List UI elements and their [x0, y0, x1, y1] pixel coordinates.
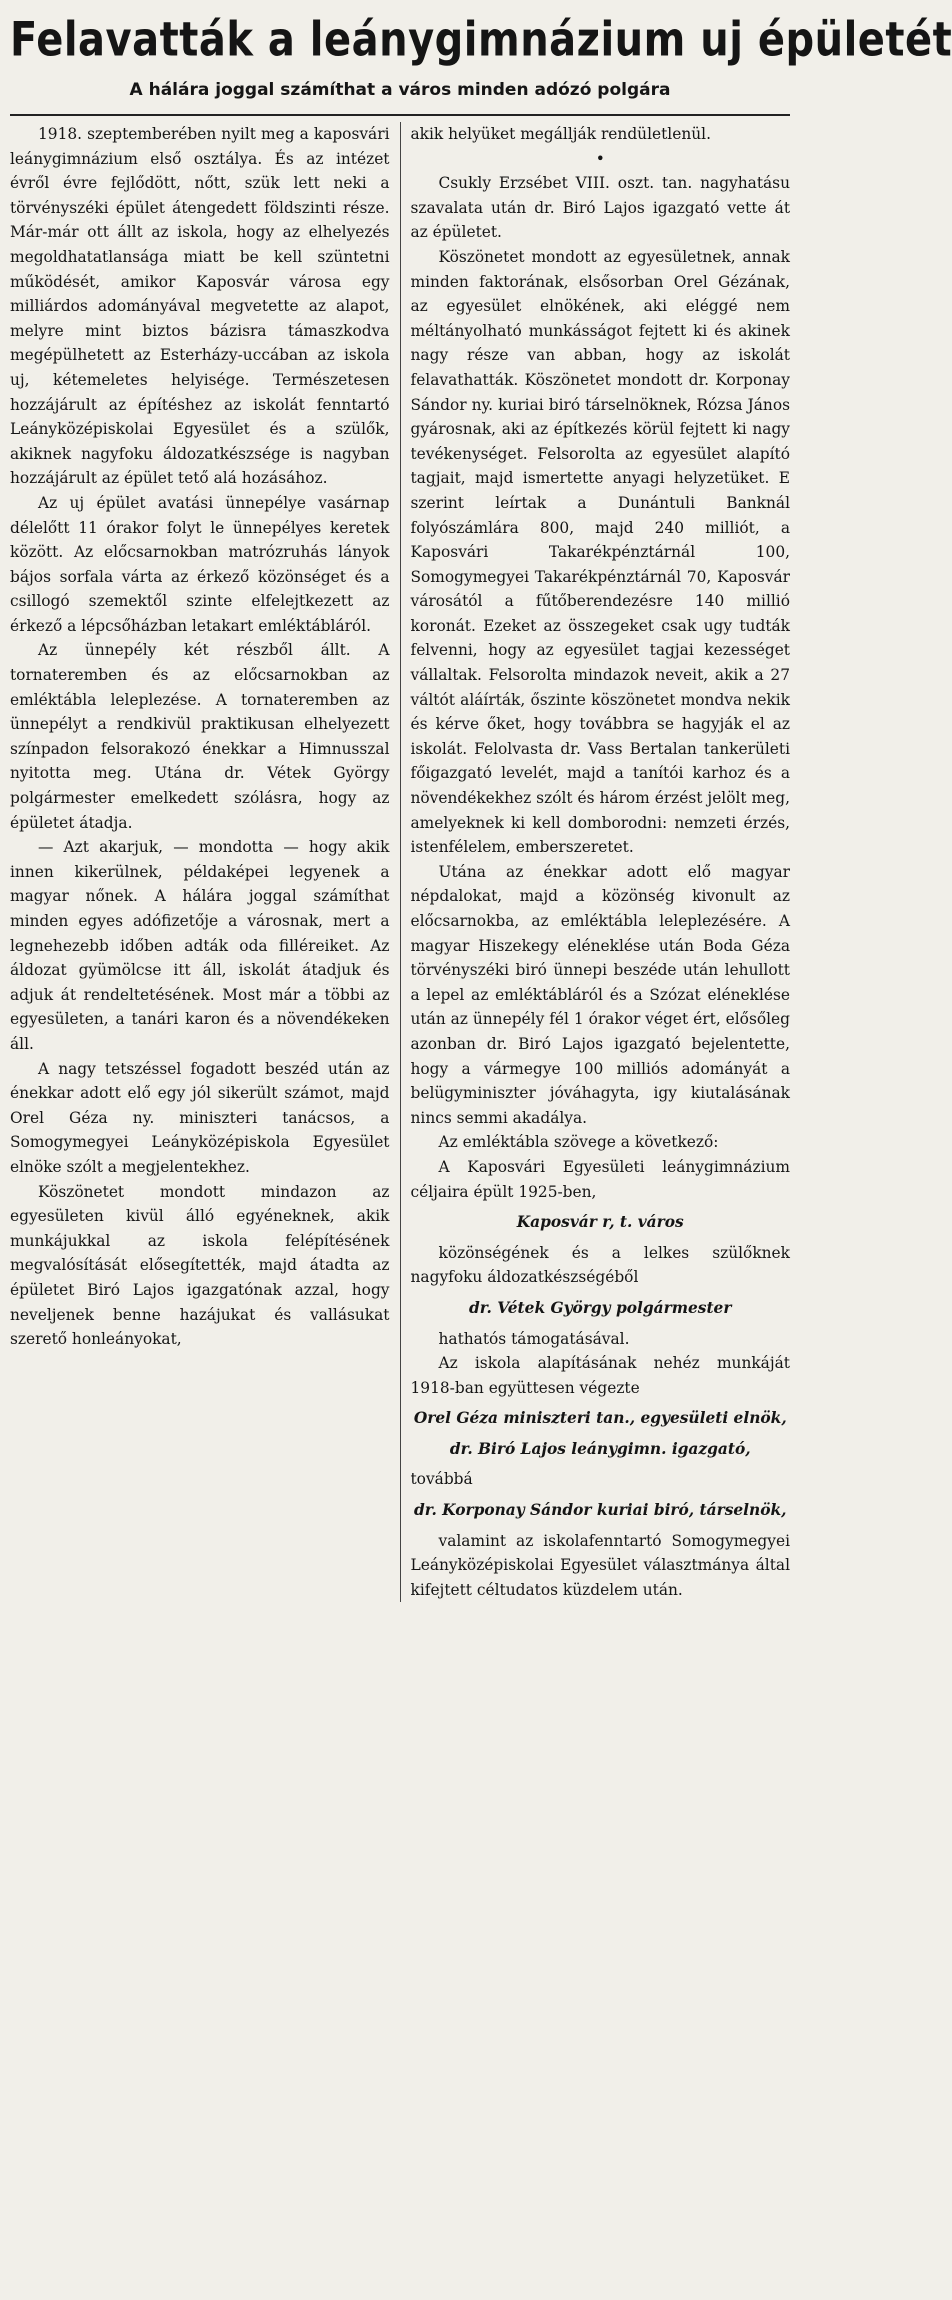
left-paragraph: Köszönetet mondott mindazon az egyesületen kivül álló egyéneknek, akik munkájukkal az iskola felépítésének megvalósítását elősegítették, majd átadta az épületet Biró Lajos igazgatónak azzal, hogy neveljenek benne hazájukat és vallásukat szerető honleányokat, [10, 1182, 390, 1349]
left-paragraph: 1918. szeptemberében nyilt meg a kaposvári leánygimnázium első osztálya. És az intézet évről évre fejlődött, nőtt, szük lett neki a törvényszéki épület átengedett földszinti része. Már-már ott állt az iskola, hogy az elhelyezés megoldhatatlansága miatt be kell szüntetni működését, amikor Kaposvár városa egy milliárdos adományával megvetette az alapot, melyre mint biztos bázisra támaszkodva megépülhetett az Esterházy-uccában az iskola uj, kétemeletes helyisége. Természetesen hozzájárult az építéshez az iskolát fenntartó Leányközépiskolai Egyesület és a szülők, akiknek nagyfoku áldozatkészsége is nagyban hozzájárult az épület tető alá hozásához. [10, 125, 390, 488]
right-paragraph: hathatós támogatásával. [438, 1329, 630, 1348]
left-column [10, 122, 401, 1602]
plaque-emphasis-line: Kaposvár r, t. város [516, 1213, 684, 1232]
left-paragraph: Az uj épület avatási ünnepélye vasárnap délelőtt 11 órakor folyt le ünnepélyes keretek között. Az előcsarnokban matrózruhás lányok bájos sorfala várta az érkező közönséget és a csillogó szemektől szinte elfelejtkezett az érkező a lépcsőházban letakart emléktábláról. [10, 493, 390, 635]
right-paragraph: Csukly Erzsébet VIII. oszt. tan. nagyhatásu szavalata után dr. Biró Lajos igazgató vette át az épületet. [410, 174, 790, 242]
right-paragraph: valamint az iskolafenntartó Somogymegyei Leányközépiskolai Egyesület választmánya által kifejtett céltudatos küzdelem után. [410, 1531, 790, 1599]
plaque-emphasis-line: dr. Korponay Sándor kuriai biró, társelnök, [413, 1501, 787, 1520]
right-paragraph: Utána az énekkar adott elő magyar népdalokat, majd a közönség kivonult az előcsarnokba, az emléktábla leleplezésére. A magyar Hiszekegy eléneklése után Boda Géza törvényszéki biró ünnepi beszéde után lehullott a lepel az emléktábláról és a Szózat eléneklése után az ünnepély fél 1 órakor véget ért, elősőleg azonban dr. Biró Lajos igazgató bejelentette, hogy a vármegye 100 milliós adományát a belügyminiszter jóváhagyta, igy kiutalásának nincs semmi akadálya. [410, 862, 790, 1127]
right-paragraph: közönségének és a lelkes szülőknek nagyfoku áldozatkészségéből [410, 1243, 790, 1287]
right-paragraph: Az emléktábla szövege a következő: [438, 1133, 719, 1152]
header-rule [10, 114, 790, 116]
right-paragraph: Az iskola alapításának nehéz munkáját 1918-ban együttesen végezte [410, 1354, 790, 1397]
left-paragraph: — Azt akarjuk, — mondotta — hogy akik innen kikerülnek, példaképei legyenek a magyar nőnek. A hálára joggal számíthat minden egyes adófizetője a városnak, mert a legnehezebb időben adták oda filléreiket. Az áldozat gyümölcse itt áll, iskolát átadjuk és adjuk át rendeltetésének. Most már a többi az egyesületen, a tanári karon és a növendékeken áll. [10, 838, 390, 1053]
article-headline: Felavatták a leánygimnázium uj épületét [10, 13, 952, 68]
right-paragraph: akik helyüket megállják rendületlenül. [410, 125, 711, 143]
right-paragraph: A Kaposvári Egyesületi leánygimnázium céljaira épült 1925-ben, [410, 1157, 790, 1201]
plaque-emphasis-line: dr. Vétek György polgármester [469, 1298, 732, 1317]
plaque-emphasis-line: Orel Géza miniszteri tan., egyesületi elnök, [413, 1409, 787, 1428]
article-body [10, 122, 790, 1602]
left-paragraph: Az ünnepély két részből állt. A tornateremben és az előcsarnokban az emléktábla leleplezése. A tornateremben az ünnepélyt a rendkivül praktikusan elhelyezett színpadon felsorakozó énekkar a Himnusszal nyitotta meg. Utána dr. Vétek György polgármester emelkedett szólásra, hogy az épületet átadja. [10, 641, 390, 832]
right-column [411, 122, 791, 1602]
article-subheadline: A hálára joggal számíthat a város minden adózó polgára [129, 80, 671, 100]
plaque-emphasis-line: dr. Biró Lajos leánygimn. igazgató, [449, 1439, 751, 1458]
right-paragraph: • [595, 149, 605, 168]
right-paragraph: továbbá [410, 1470, 473, 1489]
left-paragraph: A nagy tetszéssel fogadott beszéd után az énekkar adott elő egy jól sikerült számot, majd Orel Géza ny. miniszteri tanácsos, a Somogymegyei Leányközépiskola Egyesület elnöke szólt a megjelentekhez. [10, 1059, 390, 1176]
right-paragraph: Köszönetet mondott az egyesületnek, annak minden faktorának, elsősorban Orel Gézának, az egyesület elnökének, aki eléggé nem méltányolható munkásságot fejtett ki és akinek nagy része van abban, hogy az iskolát felavathatták. Köszönetet mondott dr. Korponay Sándor ny. kuriai biró társelnöknek, Rózsa János gyárosnak, aki az építkezés körül fejtett ki nagy tevékenységet. Felsorolta az egyesület alapító tagjait, majd ismertette anyagi helyzetüket. E szerint leírtak a Dunántuli Banknál folyószámlára 800, majd 240 milliót, a Kaposvári Takarékpénztárnál 100, Somogymegyei Takarékpénztárnál 70, Kaposvár városától a fűtőberendezésre 140 millió koronát. Ezeket az összegeket csak ugy tudták felvenni, hogy az egyesület tagjai kezességet vállaltak. Felsorolta mindazok neveit, akik a 27 váltót aláírták, őszinte köszönetet mondva nekik és kérve őket, hogy továbbra se hagyják el az iskolát. Felolvasta dr. Vass Bertalan tankerületi főigazgató levelét, majd a tanítói karhoz és a növendékekhez szólt és három érzést jelölt meg, amelyeknek ki kell domborodni: nemzeti érzés, istenfélelem, emberszeretet. [410, 247, 790, 857]
